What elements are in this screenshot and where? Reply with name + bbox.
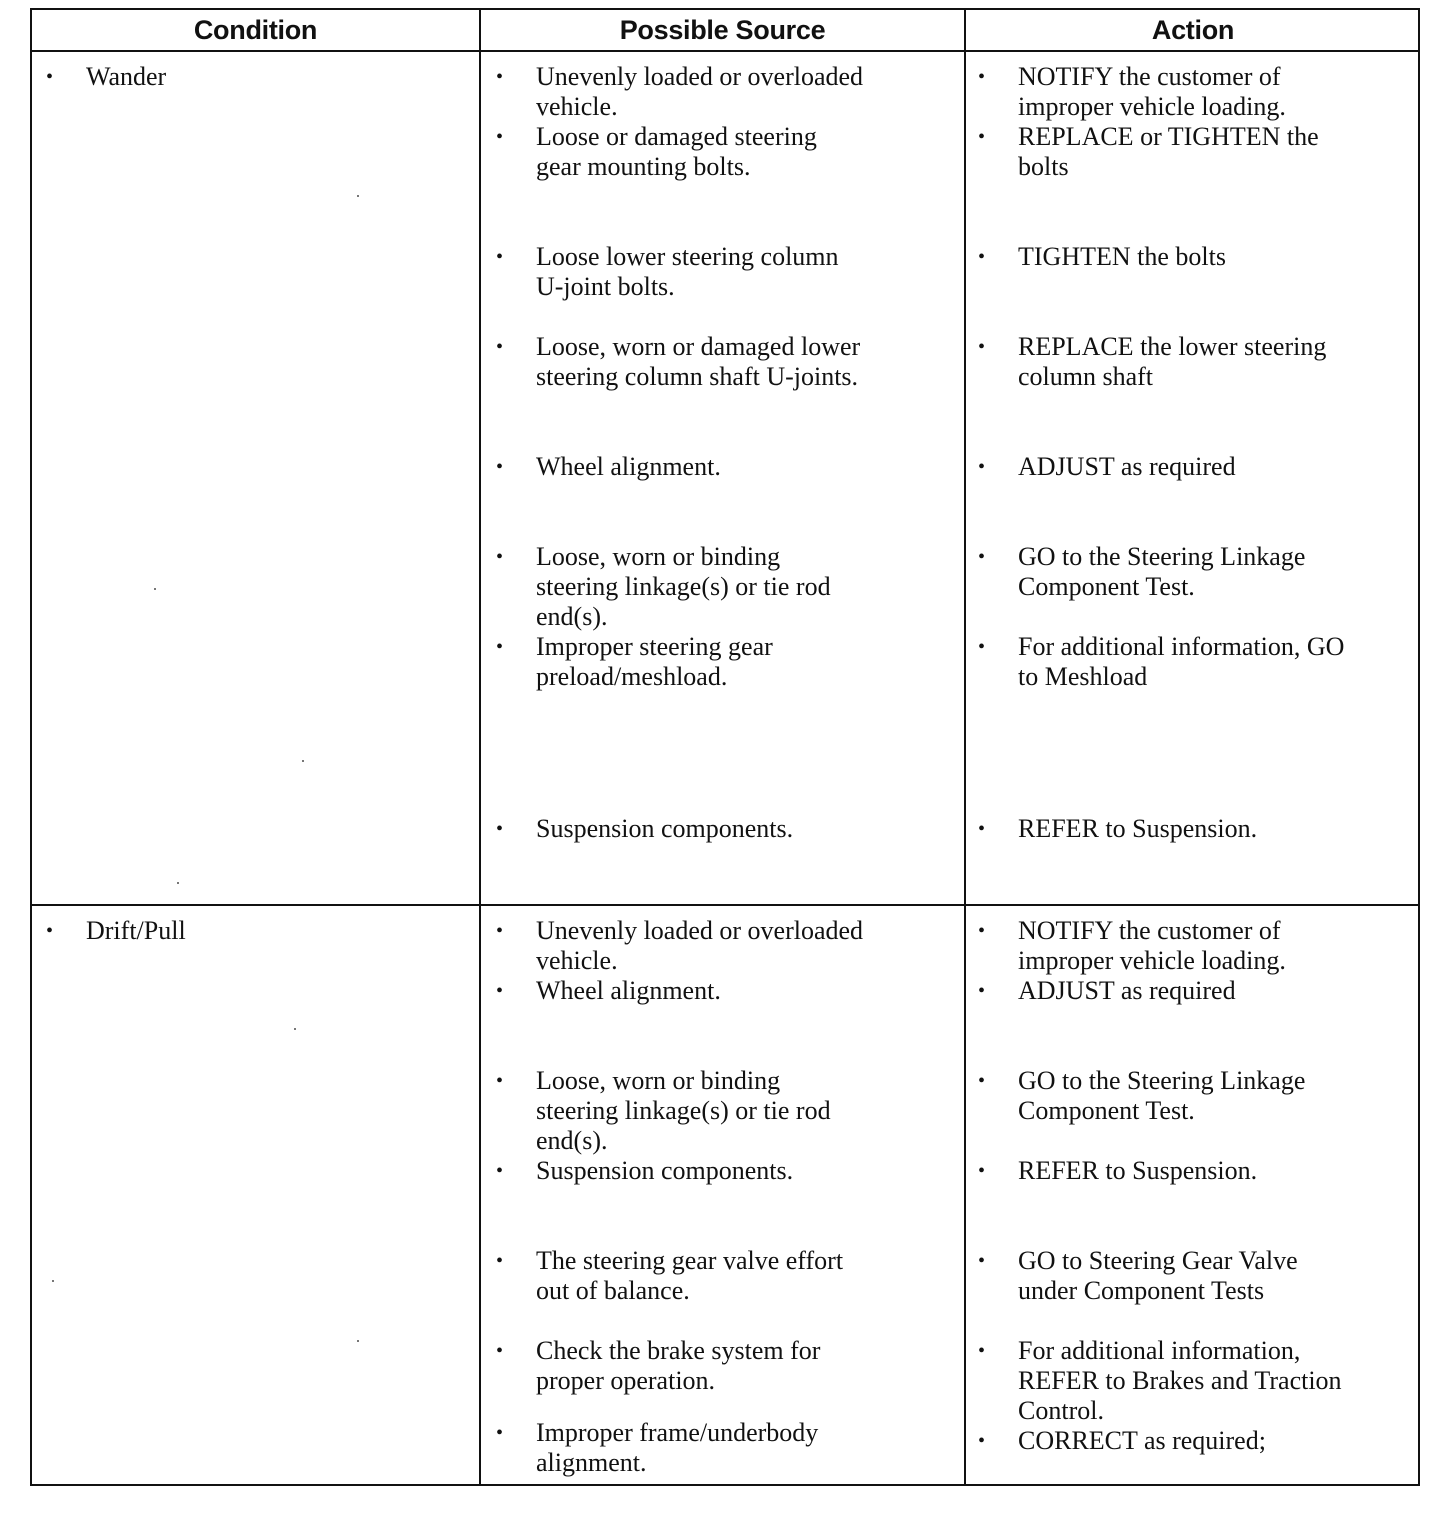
action-item: • GO to the Steering Linkage Component Test. bbox=[978, 542, 1306, 601]
bullet-icon: • bbox=[978, 1340, 986, 1362]
bullet-icon: • bbox=[496, 336, 504, 358]
source-item: • Check the brake system for proper operation. bbox=[496, 1336, 821, 1395]
scan-speck bbox=[357, 195, 359, 197]
source-item: • Unevenly loaded or overloaded vehicle. bbox=[496, 916, 864, 975]
source-item: • The steering gear valve effort out of balance. bbox=[496, 1246, 844, 1305]
bullet-icon: • bbox=[496, 920, 504, 942]
source-item: • Unevenly loaded or overloaded vehicle. bbox=[496, 62, 864, 121]
source-item: • Wheel alignment. bbox=[496, 976, 721, 1005]
bullet-icon: • bbox=[978, 1250, 986, 1272]
row-divider bbox=[32, 904, 1418, 906]
bullet-icon: • bbox=[978, 66, 986, 88]
bullet-icon: • bbox=[46, 66, 54, 88]
source-item: • Suspension components. bbox=[496, 1156, 794, 1185]
action-item: • REPLACE the lower steering column shaft bbox=[978, 332, 1327, 391]
bullet-icon: • bbox=[978, 456, 986, 478]
condition-drift-pull: • Drift/Pull bbox=[46, 916, 186, 945]
bullet-icon: • bbox=[496, 456, 504, 478]
scan-speck bbox=[357, 1340, 359, 1342]
bullet-icon: • bbox=[978, 546, 986, 568]
action-item: • NOTIFY the customer of improper vehicle loading. bbox=[978, 916, 1286, 975]
bullet-icon: • bbox=[496, 1070, 504, 1092]
header-action: Action bbox=[1151, 14, 1235, 45]
header-possible-source: Possible Source bbox=[619, 14, 826, 45]
condition-wander: • Wander bbox=[46, 62, 167, 91]
bullet-icon: • bbox=[978, 818, 986, 840]
action-item: • GO to the Steering Linkage Component Test. bbox=[978, 1066, 1306, 1125]
bullet-icon: • bbox=[978, 1070, 986, 1092]
scan-speck bbox=[52, 1280, 54, 1282]
bullet-icon: • bbox=[978, 246, 986, 268]
bullet-icon: • bbox=[496, 66, 504, 88]
bullet-icon: • bbox=[496, 126, 504, 148]
source-item: • Wheel alignment. bbox=[496, 452, 721, 481]
scan-speck bbox=[302, 760, 304, 762]
column-divider-1 bbox=[479, 10, 481, 1484]
source-item: • Loose, worn or binding steering linkage(s) or tie rod end(s). bbox=[496, 1066, 831, 1155]
bullet-icon: • bbox=[978, 1160, 986, 1182]
troubleshooting-table bbox=[30, 8, 1420, 1486]
bullet-icon: • bbox=[496, 980, 504, 1002]
header-divider bbox=[32, 50, 1418, 52]
header-condition: Condition bbox=[193, 14, 318, 45]
bullet-icon: • bbox=[978, 636, 986, 658]
bullet-icon: • bbox=[496, 246, 504, 268]
bullet-icon: • bbox=[978, 980, 986, 1002]
bullet-icon: • bbox=[978, 126, 986, 148]
bullet-icon: • bbox=[496, 1422, 504, 1444]
source-item: • Loose or damaged steering gear mounting bolts. bbox=[496, 122, 817, 181]
source-item: • Suspension components. bbox=[496, 814, 794, 843]
action-item: • ADJUST as required bbox=[978, 976, 1236, 1005]
bullet-icon: • bbox=[46, 920, 54, 942]
scan-speck bbox=[177, 882, 179, 884]
action-item: • For additional information, REFER to Brakes and Traction Control. bbox=[978, 1336, 1342, 1425]
bullet-icon: • bbox=[496, 818, 504, 840]
bullet-icon: • bbox=[496, 1340, 504, 1362]
source-item: • Loose lower steering column U-joint bolts. bbox=[496, 242, 839, 301]
action-item: • REFER to Suspension. bbox=[978, 814, 1258, 843]
action-item: • For additional information, GO to Meshload bbox=[978, 632, 1345, 691]
action-item: • NOTIFY the customer of improper vehicle loading. bbox=[978, 62, 1286, 121]
scan-speck bbox=[294, 1028, 296, 1030]
bullet-icon: • bbox=[978, 920, 986, 942]
source-item: • Loose, worn or binding steering linkage(s) or tie rod end(s). bbox=[496, 542, 831, 631]
bullet-icon: • bbox=[978, 1430, 986, 1452]
bullet-icon: • bbox=[496, 1160, 504, 1182]
action-item: • REFER to Suspension. bbox=[978, 1156, 1258, 1185]
source-item: • Improper frame/underbody alignment. bbox=[496, 1418, 819, 1477]
bullet-icon: • bbox=[496, 546, 504, 568]
action-item: • ADJUST as required bbox=[978, 452, 1236, 481]
column-divider-2 bbox=[964, 10, 966, 1484]
source-item: • Improper steering gear preload/meshload. bbox=[496, 632, 773, 691]
bullet-icon: • bbox=[496, 1250, 504, 1272]
action-item: • REPLACE or TIGHTEN the bolts bbox=[978, 122, 1319, 181]
bullet-icon: • bbox=[496, 636, 504, 658]
action-item: • CORRECT as required; bbox=[978, 1426, 1266, 1455]
action-item: • GO to Steering Gear Valve under Component Tests bbox=[978, 1246, 1298, 1305]
source-item: • Loose, worn or damaged lower steering column shaft U-joints. bbox=[496, 332, 861, 391]
action-item: • TIGHTEN the bolts bbox=[978, 242, 1226, 271]
bullet-icon: • bbox=[978, 336, 986, 358]
scan-speck bbox=[154, 588, 156, 590]
